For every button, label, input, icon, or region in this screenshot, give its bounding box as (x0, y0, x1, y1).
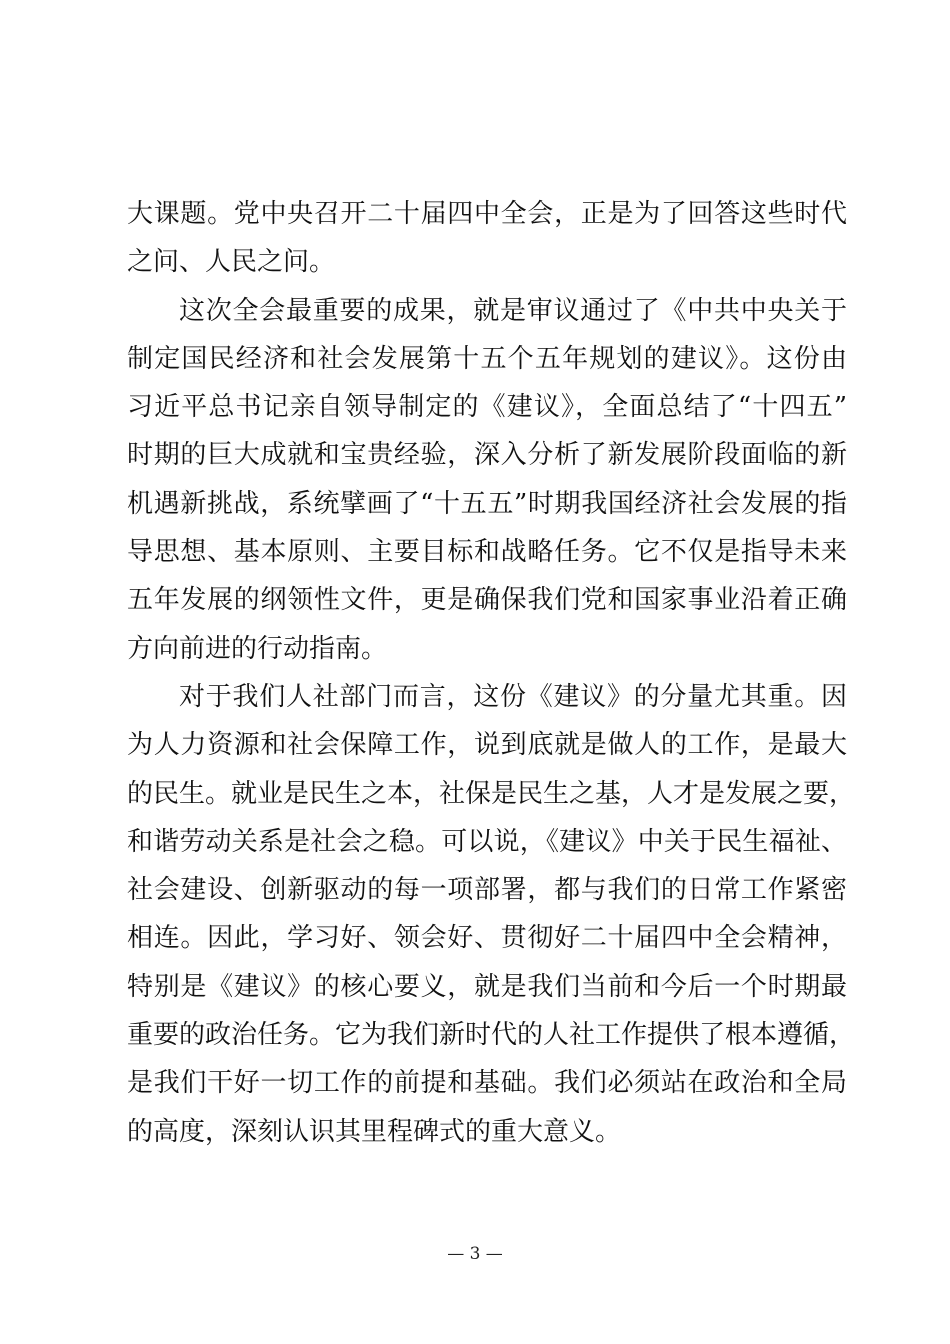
text-line: 机遇新挑战，系统擘画了“十五五”时期我国经济社会发展的指 (127, 488, 847, 519)
text-line: 时期的巨大成就和宝贵经验，深入分析了新发展阶段面临的新 (127, 440, 847, 471)
text-line: 对于我们人社部门而言，这份《建议》的分量尤其重。因 (179, 681, 847, 712)
text-line: 相连。因此，学习好、领会好、贯彻好二十届四中全会精神， (127, 923, 847, 954)
text-line: 大课题。党中央召开二十届四中全会，正是为了回答这些时代 (127, 199, 847, 229)
paragraph (127, 190, 847, 287)
paragraph (127, 287, 847, 673)
text-line: 之问、人民之问。 (127, 247, 336, 278)
text-line: 制定国民经济和社会发展第十五个五年规划的建议》。这份由 (127, 343, 847, 374)
text-line: 方向前进的行动指南。 (127, 633, 388, 664)
text-line: 为人力资源和社会保障工作，说到底就是做人的工作，是最大 (127, 730, 847, 761)
body-text (127, 190, 856, 1156)
paragraph (127, 673, 856, 1156)
text-line: 习近平总书记亲自领导制定的《建议》，全面总结了“十四五” (127, 392, 847, 423)
text-line: 的高度，深刻认识其里程碑式的重大意义。 (127, 1116, 622, 1147)
text-line: 是我们干好一切工作的前提和基础。我们必须站在政治和全局 (127, 1068, 847, 1099)
text-line: 导思想、基本原则、主要目标和战略任务。它不仅是指导未来 (127, 537, 847, 568)
text-line: 重要的政治任务。它为我们新时代的人社工作提供了根本遵循， (127, 1020, 856, 1051)
text-line: 的民生。就业是民生之本，社保是民生之基，人才是发展之要， (127, 778, 856, 809)
page-number: — 3 — (447, 1244, 503, 1264)
text-line: 五年发展的纲领性文件，更是确保我们党和国家事业沿着正确 (127, 585, 847, 616)
text-line: 社会建设、创新驱动的每一项部署，都与我们的日常工作紧密 (127, 875, 847, 906)
text-line: 特别是《建议》的核心要义，就是我们当前和今后一个时期最 (127, 971, 847, 1002)
text-line: 这次全会最重要的成果，就是审议通过了《中共中央关于 (179, 295, 847, 326)
text-line: 和谐劳动关系是社会之稳。可以说，《建议》中关于民生福祉、 (127, 826, 847, 857)
